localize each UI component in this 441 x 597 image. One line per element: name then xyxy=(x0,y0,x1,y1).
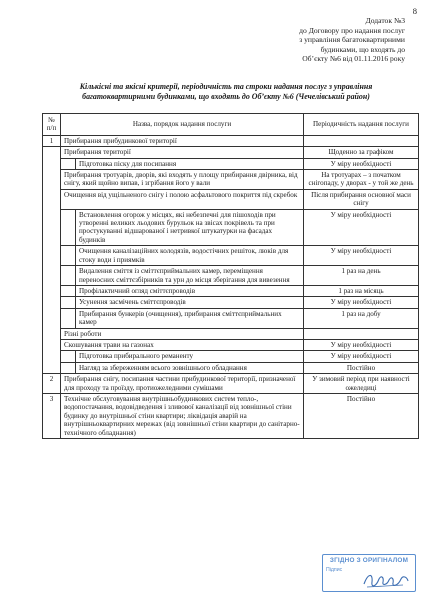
service-period: У міру необхідності xyxy=(304,297,419,308)
table-row xyxy=(43,339,419,350)
document-title: Кількісні та якісні критерії, періодичність та строки надання послуг з управління багатоквартирними будинками, що входять до Об’єкту №6 (Чечелівський район) xyxy=(79,82,373,101)
service-name: Профілактичний огляд сміттєпроводів xyxy=(76,285,304,296)
indent-cell xyxy=(61,209,76,246)
table-row xyxy=(43,135,419,146)
service-period: У міру необхідності xyxy=(304,209,419,246)
service-name: Різні роботи xyxy=(61,328,304,339)
service-period: 1 раз на день xyxy=(304,266,419,286)
table-row xyxy=(43,246,419,266)
indent-cell xyxy=(61,285,76,296)
appendix-line: будинками, що входять до xyxy=(320,44,405,54)
table-row xyxy=(43,158,419,169)
row-number xyxy=(43,147,61,374)
table-row xyxy=(43,374,419,394)
appendix-line: з управління багатоквартирними xyxy=(299,35,405,45)
service-name: Прибирання снігу, посипання частини прибудинкової території, призначеної для проходу та проїзду, протиожеледними сумішами xyxy=(61,374,304,394)
header-name: Назва, порядок надання послуги xyxy=(61,114,304,136)
table-row xyxy=(43,308,419,328)
table-row xyxy=(43,266,419,286)
service-period: Постійно xyxy=(304,362,419,373)
service-name: Видалення сміття із сміттєприймальних камер, переміщення переносних сміттєзбірників та урн до місця зберігання для вивезення xyxy=(76,266,304,286)
header-period: Періодичність надання послуги xyxy=(304,114,419,136)
appendix-header xyxy=(235,16,405,64)
service-name: Очищення від ущільненого снігу і полою асфальтового покриття під скребок xyxy=(61,189,304,209)
indent-cell xyxy=(61,308,76,328)
certification-stamp xyxy=(322,554,416,592)
service-period xyxy=(304,328,419,339)
table-row xyxy=(43,170,419,190)
service-name: Очищення каналізаційних колодязів, водостічних решіток, люків для стоку води і приямків xyxy=(76,246,304,266)
page-number: 8 xyxy=(412,6,417,16)
service-name: Прибирання території xyxy=(61,147,304,158)
indent-cell xyxy=(61,246,76,266)
service-period: 1 раз на добу xyxy=(304,308,419,328)
service-name: Нагляд за збереженням всього зовнішнього обладнання xyxy=(76,362,304,373)
service-name: Прибирання тротуарів, дворів, які входять у площу прибирання двірника, від снігу, який щойно випав, і згрібання його у вали xyxy=(61,170,304,190)
table-row xyxy=(43,351,419,362)
table-row xyxy=(43,209,419,246)
table-header-row xyxy=(43,114,419,136)
service-period: Постійно xyxy=(304,393,419,438)
criteria-table xyxy=(42,113,419,439)
service-name: Підготовка прибирального реманенту xyxy=(76,351,304,362)
service-period xyxy=(304,135,419,146)
table-row xyxy=(43,393,419,438)
stamp-signature-label: Підпис xyxy=(326,567,343,573)
service-period: 1 раз на місяць xyxy=(304,285,419,296)
service-name: Скошування трави на газонах xyxy=(61,339,304,350)
service-period: На тротуарах – з початком снігопаду, у дворах - у той же день xyxy=(304,170,419,190)
table-row xyxy=(43,297,419,308)
appendix-line: Додаток №3 xyxy=(365,16,405,25)
service-period: У міру необхідності xyxy=(304,158,419,169)
indent-cell xyxy=(61,297,76,308)
table-row xyxy=(43,147,419,158)
service-name: Встановлення огорож у місцях, які небезпечні для пішоходів при утворенні великих льодових бурульок на звісах покрівель та при простукуванні відшарованої і нетривкої штукатурки на фасадах будинків xyxy=(76,209,304,246)
table-row xyxy=(43,189,419,209)
service-name: Усунення засмічень сміттєпроводів xyxy=(76,297,304,308)
table-row xyxy=(43,285,419,296)
service-period: У міру необхідності xyxy=(304,339,419,350)
indent-cell xyxy=(61,351,76,362)
indent-cell xyxy=(61,266,76,286)
table-row xyxy=(43,362,419,373)
handwritten-signature xyxy=(361,569,411,591)
service-name: Прибирання прибудинкової території xyxy=(61,135,304,146)
indent-cell xyxy=(61,362,76,373)
appendix-line: до Договору про надання послуг xyxy=(299,25,405,35)
row-number: 2 xyxy=(43,374,61,394)
header-number: № п/п xyxy=(43,114,61,136)
row-number: 3 xyxy=(43,393,61,438)
service-name: Прибирання бункерів (очищення), прибирання сміттєприймальних камер xyxy=(76,308,304,328)
service-period: У міру необхідності xyxy=(304,246,419,266)
row-number: 1 xyxy=(43,135,61,146)
service-period: Щоденно за графіком xyxy=(304,147,419,158)
service-period: У міру необхідності xyxy=(304,351,419,362)
appendix-line: Об’єкту №6 від 01.11.2016 року xyxy=(302,54,405,64)
service-period: Після прибирання основної маси снігу xyxy=(304,189,419,209)
service-name: Технічне обслуговування внутрішньобудинкових систем тепло-, водопостачання, водовідведення і зливової каналізації від зовнішньої стіни будинку до внутрішньої стіни квартири; ліквідація аварій на внутрішньоквартирних мережах (від зовнішньої стіни квартири до санітарно-технічного обладнання) xyxy=(61,393,304,438)
indent-cell xyxy=(61,158,76,169)
table-row xyxy=(43,328,419,339)
stamp-title: ЗГІДНО З ОРИГІНАЛОМ xyxy=(329,557,409,564)
service-name: Підготовка піску для посипання xyxy=(76,158,304,169)
service-period: У зимовий період при наявності ожеледиці xyxy=(304,374,419,394)
